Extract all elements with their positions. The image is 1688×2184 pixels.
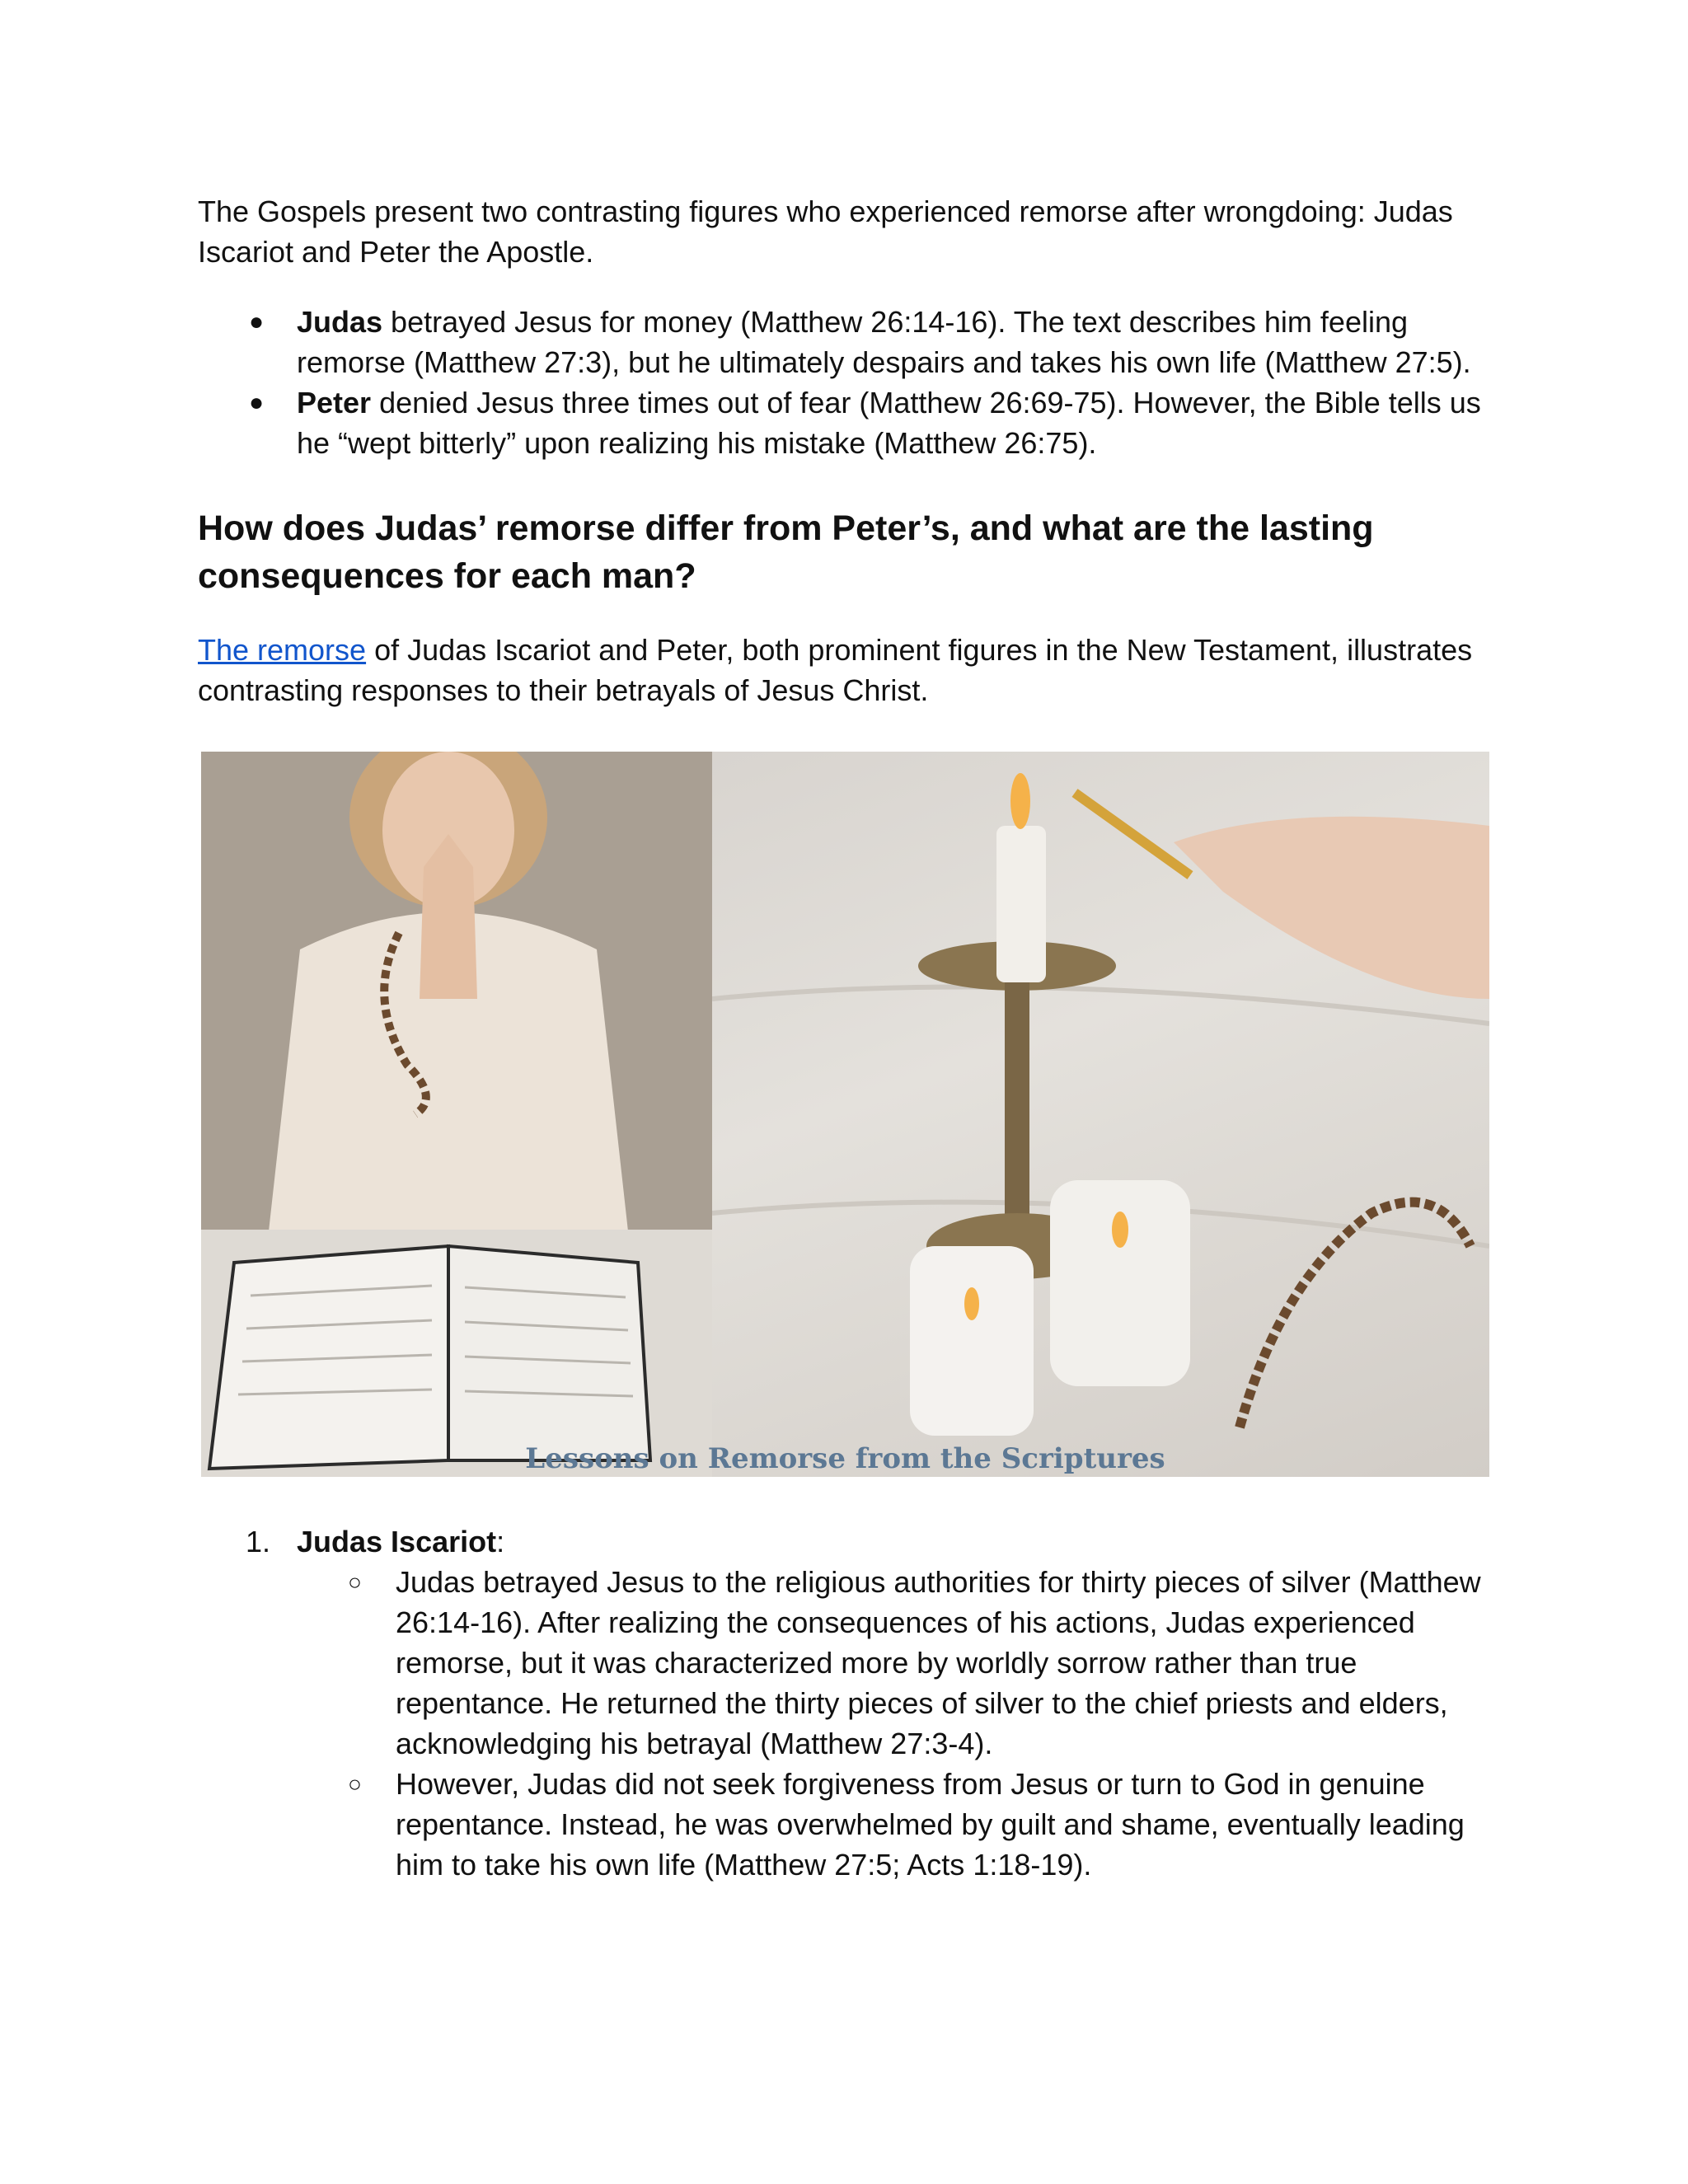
list-item-text: betrayed Jesus for money (Matthew 26:14-16). The text describes him feeling remorse (Matthew 27:3), but he ultimately despairs and takes his own life (Matthew 27:5). <box>297 305 1471 379</box>
list-item-text: denied Jesus three times out of fear (Matthew 26:69-75). However, the Bible tells us he “wept bitterly” upon realizing his mistake (Matthew 26:75). <box>297 386 1481 460</box>
numbered-item-judas <box>198 1521 1488 1885</box>
item-number: 1. <box>246 1525 271 1558</box>
remorse-link[interactable]: The remorse <box>198 633 367 667</box>
sub-item-text: Judas betrayed Jesus to the religious authorities for thirty pieces of silver (Matthew 26:14-16). After realizing the consequences of his actions, Judas experienced remorse, but it was characterized more by worldly sorrow rather than true repentance. He returned the thirty pieces of silver to the chief priests and elders, acknowledging his betrayal (Matthew 27:3-4). <box>396 1565 1481 1760</box>
figures-list <box>198 302 1488 463</box>
praying-woman-photo <box>201 752 712 1477</box>
sub-item <box>297 1764 1488 1885</box>
circle-bullet-icon: ○ <box>348 1569 362 1595</box>
body-paragraph-text: of Judas Iscariot and Peter, both prominent figures in the New Testament, illustrates contrasting responses to their betrayals of Jesus Christ. <box>198 633 1473 707</box>
sub-item <box>297 1562 1488 1764</box>
item-title: Judas Iscariot <box>297 1525 497 1558</box>
sub-item-text: However, Judas did not seek forgiveness from Jesus or turn to God in genuine repentance. Instead, he was overwhelmed by guilt and shame, eventually leading him to take his own life (Matthew 27:5; Acts 1:18-19). <box>396 1767 1465 1882</box>
bullet-icon: ● <box>249 389 265 416</box>
candles-illustration <box>712 752 1489 1477</box>
item-title-suffix: : <box>496 1525 505 1558</box>
hero-image <box>201 752 1489 1477</box>
circle-bullet-icon: ○ <box>348 1771 362 1797</box>
bullet-icon: ● <box>249 308 265 335</box>
candles-photo <box>712 752 1489 1477</box>
numbered-list <box>198 1521 1488 1885</box>
list-item-judas <box>198 302 1488 382</box>
praying-woman-illustration <box>201 752 712 1477</box>
list-item-peter <box>198 382 1488 463</box>
body-paragraph <box>198 630 1488 710</box>
bold-term: Peter <box>297 386 372 419</box>
sub-list <box>297 1562 1488 1885</box>
intro-paragraph: The Gospels present two contrasting figures who experienced remorse after wrongdoing: Judas Iscariot and Peter the Apostle. <box>198 194 1453 269</box>
bold-term: Judas <box>297 305 383 339</box>
section-heading: How does Judas’ remorse differ from Peter’s, and what are the lasting consequences for each man? <box>198 509 1374 596</box>
image-caption: Lessons on Remorse from the Scriptures <box>525 1442 1165 1475</box>
document-page <box>198 191 1488 1885</box>
